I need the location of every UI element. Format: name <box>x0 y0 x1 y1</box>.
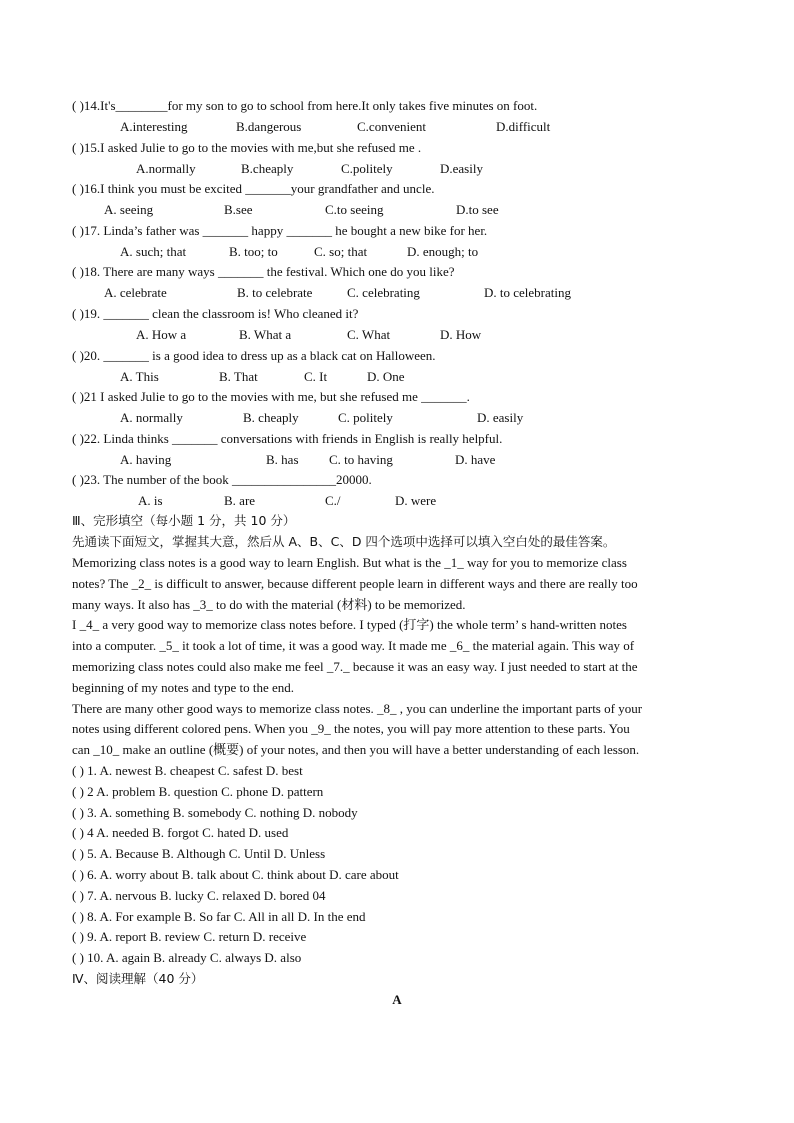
question-line: ( )17. Linda’s father was _______ happy _______ he bought a new bike for her. <box>72 222 488 238</box>
passage-line: Memorizing class notes is a good way to learn English. But what is the _1_ way for you to memorize class <box>72 555 627 570</box>
section-title: Ⅲ、完形填空（每小题 1 分，共 10 分） <box>72 513 296 528</box>
answer-option: D.difficult <box>496 119 551 134</box>
question-line: ( )21 I asked Julie to go to the movies with me, but she refused me _______. <box>72 389 470 405</box>
passage-line: beginning of my notes and type to the end. <box>72 679 295 695</box>
answer-option: D. were <box>395 493 437 509</box>
answer-option: B. cheaply <box>243 410 299 426</box>
answer-option: B. That <box>219 368 258 384</box>
cloze-answer-line: ( ) 7. A. nervous B. lucky C. relaxed D. bored 04 <box>72 887 326 903</box>
answer-option: B.see <box>224 202 253 218</box>
question-line: ( )18. There are many ways _______ the festival. Which one do you like? <box>72 264 455 280</box>
answer-option: B. has <box>266 451 299 467</box>
answer-option: C./ <box>325 493 341 509</box>
question-line: ( )14.It's________for my son to go to school from here.It only takes five minutes on foot. <box>72 98 538 113</box>
passage-line: notes? The _2_ is difficult to answer, because different people learn in different ways and there are really too <box>72 575 638 591</box>
passage-label: A <box>392 992 402 1007</box>
cloze-answer-line: ( ) 8. A. For example B. So far C. All in all D. In the end <box>72 908 366 924</box>
passage-line: into a computer. _5_ it took a lot of time, it was a good way. It made me _6_ the material again. This way of <box>72 638 635 654</box>
answer-option: A. seeing <box>104 202 154 218</box>
answer-option: A. such; that <box>120 243 187 259</box>
passage-line: memorizing class notes could also make me feel _7._ because it was an easy way. I just needed to start at the <box>72 659 638 674</box>
answer-option: C. so; that <box>314 243 368 259</box>
cloze-answer-line: ( ) 5. A. Because B. Although C. Until D. Unless <box>72 846 326 862</box>
cloze-answer-line: ( ) 1. A. newest B. cheapest C. safest D. best <box>72 763 303 778</box>
answer-option: D.easily <box>440 160 483 176</box>
answer-option: A. is <box>138 493 163 509</box>
passage-line: There are many other good ways to memorize class notes. _8_ , you can underline the important parts of your <box>72 700 643 716</box>
section-instruction: 先通读下面短文，掌握其大意，然后从 A、B、C、D 四个选项中选择可以填入空白处的最佳答案。 <box>72 534 616 549</box>
question-line: ( )19. _______ clean the classroom is! Who cleaned it? <box>72 306 359 321</box>
cloze-answer-line: ( ) 2 A. problem B. question C. phone D. pattern <box>72 783 324 799</box>
answer-option: D. One <box>367 368 405 384</box>
question-line: ( )23. The number of the book ________________20000. <box>72 472 372 488</box>
question-line: ( )22. Linda thinks _______ conversations with friends in English is really helpful. <box>72 430 503 446</box>
answer-option: C.politely <box>341 160 393 176</box>
answer-option: C. to having <box>329 451 393 467</box>
answer-option: A. celebrate <box>104 285 167 301</box>
question-line: ( )15.I asked Julie to go to the movies with me,but she refused me . <box>72 139 422 155</box>
answer-option: D. have <box>455 451 496 467</box>
answer-option: C. politely <box>338 410 393 426</box>
answer-option: C.convenient <box>357 119 426 134</box>
question-line: ( )16.I think you must be excited _______your grandfather and uncle. <box>72 181 435 197</box>
answer-option: B. too; to <box>229 243 278 259</box>
section-title: Ⅳ、阅读理解（40 分） <box>72 971 204 986</box>
cloze-answer-line: ( ) 4 A. needed B. forgot C. hated D. used <box>72 825 289 841</box>
cloze-answer-line: ( ) 6. A. worry about B. talk about C. think about D. care about <box>72 867 399 882</box>
cloze-answer-line: ( ) 10. A. again B. already C. always D. also <box>72 950 302 966</box>
answer-option: D. How <box>440 327 482 342</box>
passage-line: can _10_ make an outline (概要) of your notes, and then you will have a better understanding of each lesson. <box>72 742 640 758</box>
passage-line: notes using different colored pens. When you _9_ the notes, you will pay more attention to these parts. You <box>72 721 630 737</box>
answer-option: A. How a <box>136 327 187 342</box>
answer-option: C. It <box>304 368 328 384</box>
answer-option: A. This <box>120 368 159 384</box>
cloze-answer-line: ( ) 3. A. something B. somebody C. nothing D. nobody <box>72 804 358 820</box>
answer-option: C.to seeing <box>325 202 384 218</box>
answer-option: A. normally <box>120 410 183 426</box>
answer-option: B. to celebrate <box>237 285 313 301</box>
answer-option: B.dangerous <box>236 119 302 134</box>
answer-option: D. enough; to <box>407 243 479 259</box>
answer-option: C. celebrating <box>347 285 420 301</box>
answer-option: B. What a <box>239 327 292 342</box>
answer-option: A.interesting <box>120 119 188 134</box>
cloze-answer-line: ( ) 9. A. report B. review C. return D. receive <box>72 929 307 945</box>
question-line: ( )20. _______ is a good idea to dress up as a black cat on Halloween. <box>72 347 436 363</box>
answer-option: C. What <box>347 327 391 342</box>
answer-option: B.cheaply <box>241 160 294 176</box>
answer-option: D. easily <box>477 410 524 426</box>
passage-line: I _4_ a very good way to memorize class notes before. I typed (打字) the whole term’ s hand-written notes <box>72 617 627 633</box>
answer-option: A. having <box>120 451 172 467</box>
passage-line: many ways. It also has _3_ to do with the material (材料) to be memorized. <box>72 596 466 612</box>
answer-option: A.normally <box>136 160 196 176</box>
answer-option: D. to celebrating <box>484 285 571 301</box>
answer-option: B. are <box>224 493 256 509</box>
answer-option: D.to see <box>456 202 499 218</box>
